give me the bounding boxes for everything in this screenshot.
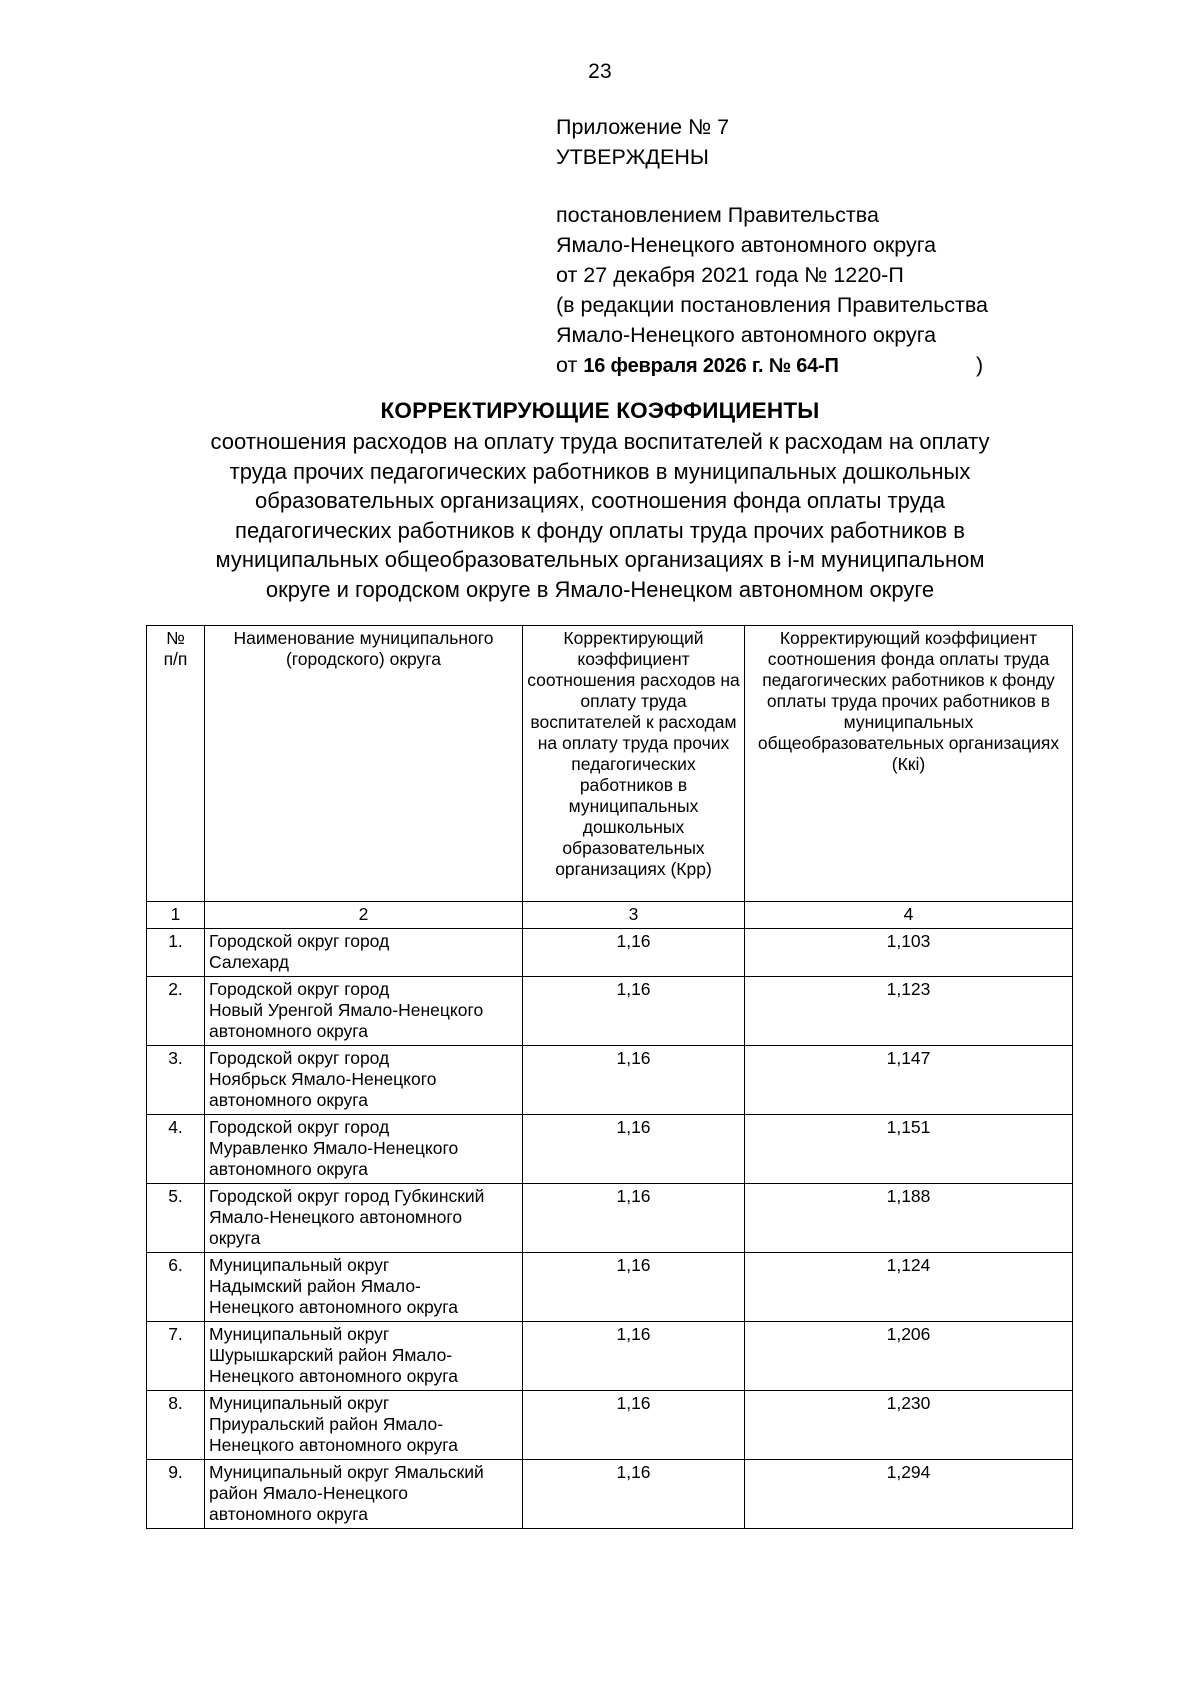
row-name — [205, 1184, 523, 1253]
table-row — [147, 1391, 1073, 1460]
subtitle-line: педагогических работников к фонду оплаты труда прочих работников в — [235, 517, 965, 543]
subtitle-line: округе и городском округе в Ямало-Ненецком автономном округе — [265, 576, 935, 602]
date-preposition: от — [556, 353, 578, 377]
table-row — [147, 1460, 1073, 1529]
table-row — [147, 929, 1073, 977]
header-cell-number — [147, 626, 205, 902]
row-kki: 1,294 — [745, 1460, 1073, 1529]
row-name-line: Муравленко Ямало-Ненецкого — [209, 1138, 459, 1158]
approval-spacer — [556, 172, 1076, 200]
row-name-line: Ненецкого автономного округа — [209, 1366, 458, 1386]
column-number-2: 2 — [205, 902, 523, 929]
row-name-line: Новый Уренгой Ямало-Ненецкого — [209, 1000, 484, 1020]
approved-label: УТВЕРЖДЕНЫ — [556, 145, 709, 169]
table-row — [147, 977, 1073, 1046]
table-row — [147, 1046, 1073, 1115]
row-name-line: автономного округа — [209, 1159, 369, 1179]
header-row — [147, 626, 1073, 902]
document-subtitle — [150, 427, 1050, 604]
row-kki: 1,103 — [745, 929, 1073, 977]
row-kki: 1,123 — [745, 977, 1073, 1046]
row-name-line: Муниципальный округ — [209, 1393, 390, 1413]
header-number-line1: № — [166, 628, 185, 648]
row-krr: 1,16 — [523, 1184, 745, 1253]
row-name — [205, 1046, 523, 1115]
row-krr: 1,16 — [523, 1460, 745, 1529]
row-kki: 1,147 — [745, 1046, 1073, 1115]
row-name-line: Шурышкарский район Ямало- — [209, 1345, 453, 1365]
row-kki: 1,188 — [745, 1184, 1073, 1253]
row-index: 2. — [147, 977, 205, 1046]
subtitle-line: труда прочих педагогических работников в муниципальных дошкольных — [229, 458, 971, 484]
decree-line-4: (в редакции постановления Правительства — [556, 293, 989, 317]
table-row — [147, 1253, 1073, 1322]
decree-line-1: постановлением Правительства — [556, 203, 879, 227]
row-name-line: Городской округ город — [209, 931, 390, 951]
table-row — [147, 1322, 1073, 1391]
row-name-line: Ненецкого автономного округа — [209, 1435, 458, 1455]
row-kki: 1,151 — [745, 1115, 1073, 1184]
row-name-line: Надымский район Ямало- — [209, 1276, 421, 1296]
row-name — [205, 929, 523, 977]
row-krr: 1,16 — [523, 1322, 745, 1391]
row-index: 3. — [147, 1046, 205, 1115]
row-name — [205, 977, 523, 1046]
subtitle-line: образовательных организациях, соотношения фонда оплаты труда — [255, 488, 945, 513]
header-number-line2: п/п — [163, 649, 188, 669]
row-name-line: Муниципальный округ — [209, 1255, 390, 1275]
column-number-3: 3 — [523, 902, 745, 929]
row-krr: 1,16 — [523, 1391, 745, 1460]
column-number-1: 1 — [147, 902, 205, 929]
header-cell-kki: Корректирующий коэффициент соотношения фонда оплаты труда педагогических работников к фонду оплаты труда прочих работников в муниципальных общеобразовательных организациях (Ккi) — [745, 626, 1073, 902]
row-index: 1. — [147, 929, 205, 977]
row-name-line: Городской округ город — [209, 1117, 390, 1137]
row-name — [205, 1391, 523, 1460]
appendix-label: Приложение № 7 — [556, 115, 730, 139]
row-name — [205, 1322, 523, 1391]
closing-paren: ) — [976, 353, 984, 377]
header-cell-name: Наименование муниципального (городского) округа — [205, 626, 523, 902]
amendment-date-stamp: 16 февраля 2026 г. № 64-П — [583, 355, 839, 377]
row-name-line: автономного округа — [209, 1021, 369, 1041]
page-number: 23 — [588, 60, 612, 83]
table-body — [147, 929, 1073, 1529]
row-kki: 1,230 — [745, 1391, 1073, 1460]
subtitle-line: муниципальных общеобразовательных организациях в i-м муниципальном — [215, 547, 985, 572]
column-number-row — [147, 902, 1073, 929]
table-row — [147, 1115, 1073, 1184]
table-row — [147, 1184, 1073, 1253]
row-name-line: Ямало-Ненецкого автономного — [209, 1207, 463, 1227]
row-name-line: Муниципальный округ Ямальский — [209, 1462, 484, 1482]
row-name-line: Городской округ город — [209, 1048, 390, 1068]
row-name-line: Приуральский район Ямало- — [209, 1414, 444, 1434]
amendment-date-line — [556, 350, 1076, 381]
row-krr: 1,16 — [523, 1115, 745, 1184]
row-kki: 1,124 — [745, 1253, 1073, 1322]
decree-line-3: от 27 декабря 2021 года № 1220-П — [556, 263, 904, 287]
row-index: 9. — [147, 1460, 205, 1529]
coefficients-table-wrapper — [146, 625, 1072, 1529]
approval-block — [556, 112, 1076, 381]
row-krr: 1,16 — [523, 929, 745, 977]
row-krr: 1,16 — [523, 1046, 745, 1115]
header-cell-krr: Корректирующий коэффициент соотношения расходов на оплату труда воспитателей к расходам на оплату труда прочих педагогических работников в муниципальных дошкольных образовательных организациях (Крр) — [523, 626, 745, 902]
table-header — [147, 626, 1073, 929]
row-name-line: автономного округа — [209, 1504, 369, 1524]
row-name — [205, 1460, 523, 1529]
row-kki: 1,206 — [745, 1322, 1073, 1391]
row-name-line: Городской округ город — [209, 979, 390, 999]
row-name-line: автономного округа — [209, 1090, 369, 1110]
row-index: 6. — [147, 1253, 205, 1322]
coefficients-table — [146, 625, 1073, 1529]
row-name — [205, 1253, 523, 1322]
row-krr: 1,16 — [523, 1253, 745, 1322]
document-title: КОРРЕКТИРУЮЩИЕ КОЭФФИЦИЕНТЫ — [380, 398, 820, 423]
row-index: 4. — [147, 1115, 205, 1184]
row-name-line: Городской округ город Губкинский — [209, 1186, 485, 1206]
row-index: 7. — [147, 1322, 205, 1391]
row-index: 5. — [147, 1184, 205, 1253]
row-name-line: округа — [209, 1228, 261, 1248]
decree-line-2: Ямало-Ненецкого автономного округа — [556, 233, 937, 257]
row-name-line: район Ямало-Ненецкого — [209, 1483, 408, 1503]
row-index: 8. — [147, 1391, 205, 1460]
row-name — [205, 1115, 523, 1184]
subtitle-line: соотношения расходов на оплату труда воспитателей к расходам на оплату — [210, 429, 990, 454]
row-name-line: Салехард — [209, 952, 289, 972]
row-name-line: Ноябрьск Ямало-Ненецкого — [209, 1069, 437, 1089]
row-name-line: Ненецкого автономного округа — [209, 1297, 458, 1317]
row-name-line: Муниципальный округ — [209, 1324, 390, 1344]
decree-line-5: Ямало-Ненецкого автономного округа — [556, 323, 937, 347]
row-krr: 1,16 — [523, 977, 745, 1046]
column-number-4: 4 — [745, 902, 1073, 929]
